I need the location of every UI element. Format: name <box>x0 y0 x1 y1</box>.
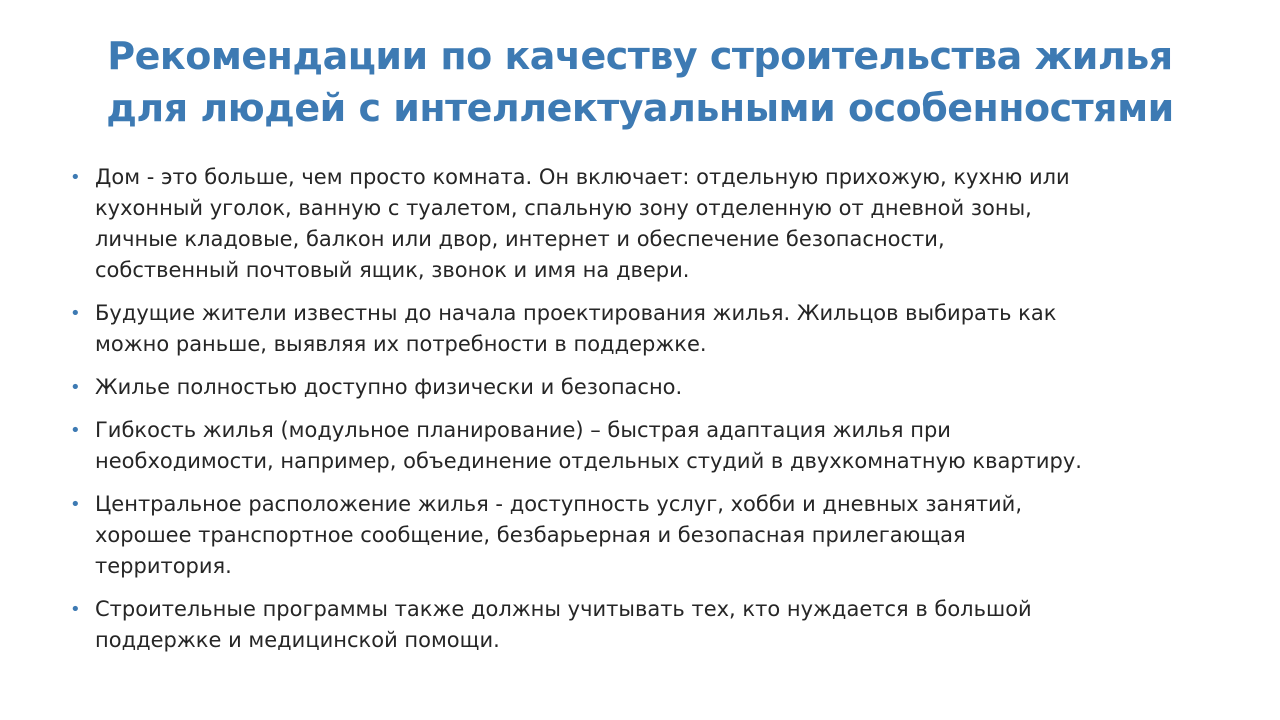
bullet-line: Строительные программы также должны учитывать тех, кто нуждается в большой <box>95 597 1032 621</box>
bullet-item-home-includes <box>70 162 1220 286</box>
bullet-dot-icon: • <box>70 377 81 398</box>
bullet-dot-icon: • <box>70 494 81 515</box>
bullet-dot-icon: • <box>70 303 81 324</box>
bullet-line: Жилье полностью доступно физически и безопасно. <box>95 375 683 399</box>
bullet-line: необходимости, например, объединение отдельных студий в двухкомнатную квартиру. <box>95 449 1082 473</box>
bullet-item-future-residents <box>70 298 1220 360</box>
bullet-list <box>70 162 1220 668</box>
bullet-line: Гибкость жилья (модульное планирование) – быстрая адаптация жилья при <box>95 418 951 442</box>
bullet-item-accessible <box>70 372 1220 403</box>
bullet-line: территория. <box>95 554 232 578</box>
bullet-line: личные кладовые, балкон или двор, интернет и обеспечение безопасности, <box>95 227 945 251</box>
bullet-line: можно раньше, выявляя их потребности в поддержке. <box>95 332 707 356</box>
bullet-line: собственный почтовый ящик, звонок и имя на двери. <box>95 258 690 282</box>
bullet-item-flexibility <box>70 415 1220 477</box>
slide-title <box>40 30 1240 134</box>
bullet-line: поддержке и медицинской помощи. <box>95 628 500 652</box>
bullet-dot-icon: • <box>70 167 81 188</box>
bullet-text <box>95 298 1220 360</box>
bullet-line: хорошее транспортное сообщение, безбарьерная и безопасная прилегающая <box>95 523 966 547</box>
title-line-2: для людей с интеллектуальными особенностями <box>106 86 1174 130</box>
bullet-text <box>95 162 1220 286</box>
bullet-text <box>95 415 1220 477</box>
bullet-text <box>95 489 1220 582</box>
bullet-dot-icon: • <box>70 599 81 620</box>
bullet-item-construction-programs <box>70 594 1220 656</box>
bullet-line: Дом - это больше, чем просто комната. Он включает: отдельную прихожую, кухню или <box>95 165 1070 189</box>
bullet-item-central-location <box>70 489 1220 582</box>
bullet-dot-icon: • <box>70 420 81 441</box>
bullet-text <box>95 594 1220 656</box>
bullet-line: Будущие жители известны до начала проектирования жилья. Жильцов выбирать как <box>95 301 1057 325</box>
bullet-line: кухонный уголок, ванную с туалетом, спальную зону отделенную от дневной зоны, <box>95 196 1032 220</box>
bullet-text <box>95 372 1220 403</box>
title-line-1: Рекомендации по качеству строительства жилья <box>107 34 1173 78</box>
bullet-line: Центральное расположение жилья - доступность услуг, хобби и дневных занятий, <box>95 492 1022 516</box>
